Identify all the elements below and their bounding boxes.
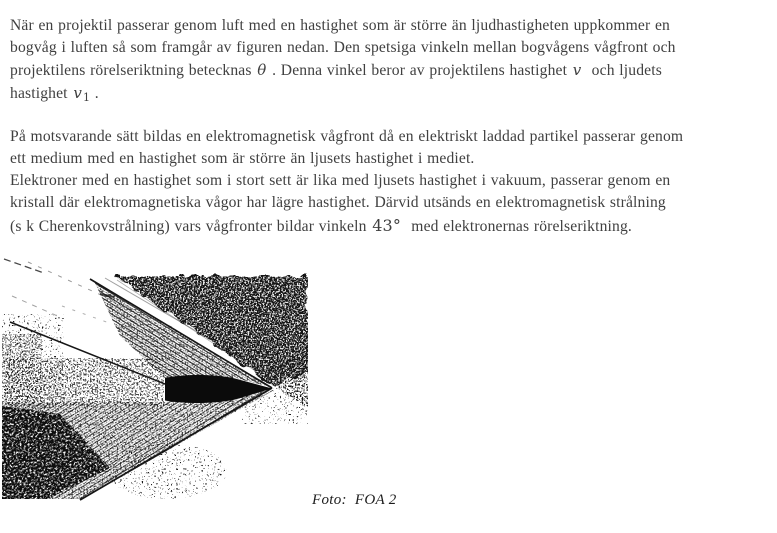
p1-line2: bogvåg i luften så som framgår av figuren nedan. Den spetsiga vinkeln mellan bogvågens vågfront och [10, 39, 676, 56]
p2-line1: På motsvarande sätt bildas en elektromagnetisk vågfront då en elektriskt laddad partikel passerar genom [10, 128, 684, 145]
p2-line3: Elektroner med en hastighet som i stort sett är lika med ljusets hastighet i vakuum, passerar genom en [10, 172, 671, 189]
p2-line5-text-b: med elektronernas rörelseriktning. [402, 218, 632, 235]
p1-line3-text-b: . Denna vinkel beror av projektilens hastighet [267, 62, 572, 79]
p2-line4: kristall där elektromagnetiska vågor har lägre hastighet. Därvid utsänds en elektromagnetisk strålning [10, 194, 666, 211]
subscript-1: 1 [82, 91, 91, 104]
angle-43-degrees: 43° [372, 216, 402, 235]
sound-velocity-symbol: v [73, 84, 82, 102]
p1-line3 [10, 60, 662, 81]
theta-symbol: θ [257, 61, 267, 79]
p1-line4-text-b: . [90, 85, 99, 102]
photo-credit: Foto: FOA 2 [312, 492, 397, 508]
p1-line3-text-c: och ljudets [582, 62, 662, 79]
p2-line5 [10, 216, 632, 237]
p2-line2: ett medium med en hastighet som är större än ljusets hastighet i mediet. [10, 150, 475, 167]
velocity-symbol: v [572, 61, 582, 79]
p1-line4-text-a: hastighet [10, 85, 73, 102]
p1-line3-text-a: projektilens rörelseriktning betecknas [10, 62, 257, 79]
p1-line4 [10, 83, 99, 108]
p1-line1: När en projektil passerar genom luft med en hastighet som är större än ljudhastigheten uppkommer en [10, 17, 670, 34]
bullet-schlieren-photo [2, 256, 308, 506]
p2-line5-text-a: (s k Cherenkovstrålning) vars vågfronter bildar vinkeln [10, 218, 372, 235]
